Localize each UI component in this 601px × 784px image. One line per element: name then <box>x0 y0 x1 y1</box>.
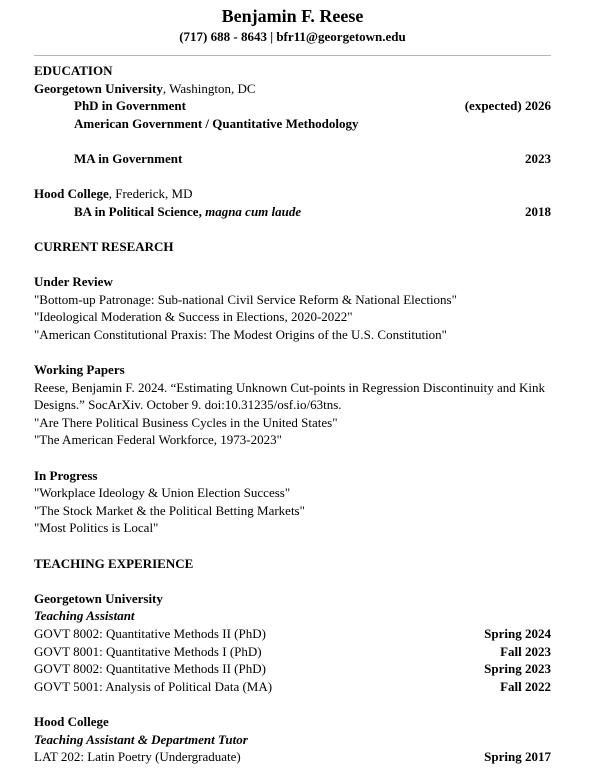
school-name: Georgetown University <box>34 80 163 96</box>
degree-field: American Government / Quantitative Methodology <box>74 115 359 131</box>
research-item: "Most Politics is Local" <box>34 520 159 536</box>
spacer <box>34 168 551 186</box>
course-name: LAT 202: Latin Poetry (Undergraduate) <box>34 749 241 765</box>
teaching-role: Teaching Assistant & Department Tutor <box>34 731 248 747</box>
spacer <box>34 449 551 467</box>
resume-header <box>34 4 551 46</box>
spacer <box>34 220 551 238</box>
degree-name: PhD in Government <box>74 98 186 114</box>
spacer <box>34 537 551 555</box>
school-location: , Frederick, MD <box>108 186 193 202</box>
research-item: "Ideological Moderation & Success in Elections, 2020-2022" <box>34 309 353 325</box>
spacer <box>34 344 551 362</box>
course-term: Spring 2024 <box>484 626 551 641</box>
course-name: GOVT 5001: Analysis of Political Data (MA) <box>34 678 273 694</box>
course-row <box>34 625 551 643</box>
course-term: Fall 2023 <box>500 643 551 659</box>
school-location: , Washington, DC <box>162 80 256 96</box>
spacer <box>34 132 551 150</box>
degree-row <box>34 150 551 168</box>
school-name: Hood College <box>34 186 109 202</box>
school-hood <box>34 185 551 203</box>
degree-date: 2023 <box>525 150 551 166</box>
research-item: "Bottom-up Patronage: Sub-national Civil Service Reform & National Elections" <box>34 291 457 307</box>
section-title-teaching: TEACHING EXPERIENCE <box>34 555 194 571</box>
section-title-education: EDUCATION <box>34 63 113 78</box>
research-item: "The American Federal Workforce, 1973-2023" <box>34 432 282 448</box>
course-name: GOVT 8002: Quantitative Methods II (PhD) <box>34 661 266 677</box>
research-item: "Are There Political Business Cycles in the United States" <box>34 414 338 430</box>
subsection-title-under-review: Under Review <box>34 274 113 290</box>
person-name: Benjamin F. Reese <box>221 6 364 26</box>
spacer <box>34 695 551 713</box>
research-item: "American Constitutional Praxis: The Modest Origins of the U.S. Constitution" <box>34 326 447 342</box>
degree-date: 2018 <box>525 203 551 219</box>
degree-name: MA in Government <box>74 150 183 166</box>
education-section <box>34 62 551 220</box>
course-row <box>34 748 551 766</box>
institution-name: Hood College <box>34 713 109 729</box>
degree-row <box>34 203 551 221</box>
research-item: "The Stock Market & the Political Betting Markets" <box>34 502 305 518</box>
degree-date: (expected) 2026 <box>464 98 551 114</box>
degree-name: BA in Political Science, <box>74 203 206 219</box>
subsection-title-in-progress: In Progress <box>34 467 98 483</box>
section-title-research: CURRENT RESEARCH <box>34 238 174 254</box>
course-row <box>34 660 551 678</box>
header-divider <box>34 55 551 56</box>
course-term: Spring 2017 <box>484 749 551 765</box>
research-section <box>34 238 551 537</box>
course-row <box>34 678 551 696</box>
resume-page <box>34 4 551 766</box>
course-name: GOVT 8001: Quantitative Methods I (PhD) <box>34 643 262 659</box>
citation-line: Designs.” SocArXiv. October 9. doi:10.31235/osf.io/63tns. <box>34 397 342 413</box>
course-term: Spring 2023 <box>484 661 551 677</box>
teaching-role: Teaching Assistant <box>34 608 135 624</box>
degree-row <box>34 97 551 115</box>
course-name: GOVT 8002: Quantitative Methods II (PhD) <box>34 626 266 641</box>
teaching-section <box>34 555 551 766</box>
course-term: Fall 2022 <box>500 678 551 694</box>
citation-line: Reese, Benjamin F. 2024. “Estimating Unknown Cut-points in Regression Discontinuity and Kink <box>34 379 545 395</box>
research-item: "Workplace Ideology & Union Election Success" <box>34 485 291 501</box>
school-georgetown <box>34 80 551 98</box>
spacer <box>34 572 551 590</box>
spacer <box>34 256 551 274</box>
degree-honor: magna cum laude <box>205 203 302 219</box>
subsection-title-working-papers: Working Papers <box>34 362 125 378</box>
course-row <box>34 643 551 661</box>
contact-line: (717) 688 - 8643 | bfr11@georgetown.edu <box>179 29 406 44</box>
institution-name: Georgetown University <box>34 590 163 606</box>
